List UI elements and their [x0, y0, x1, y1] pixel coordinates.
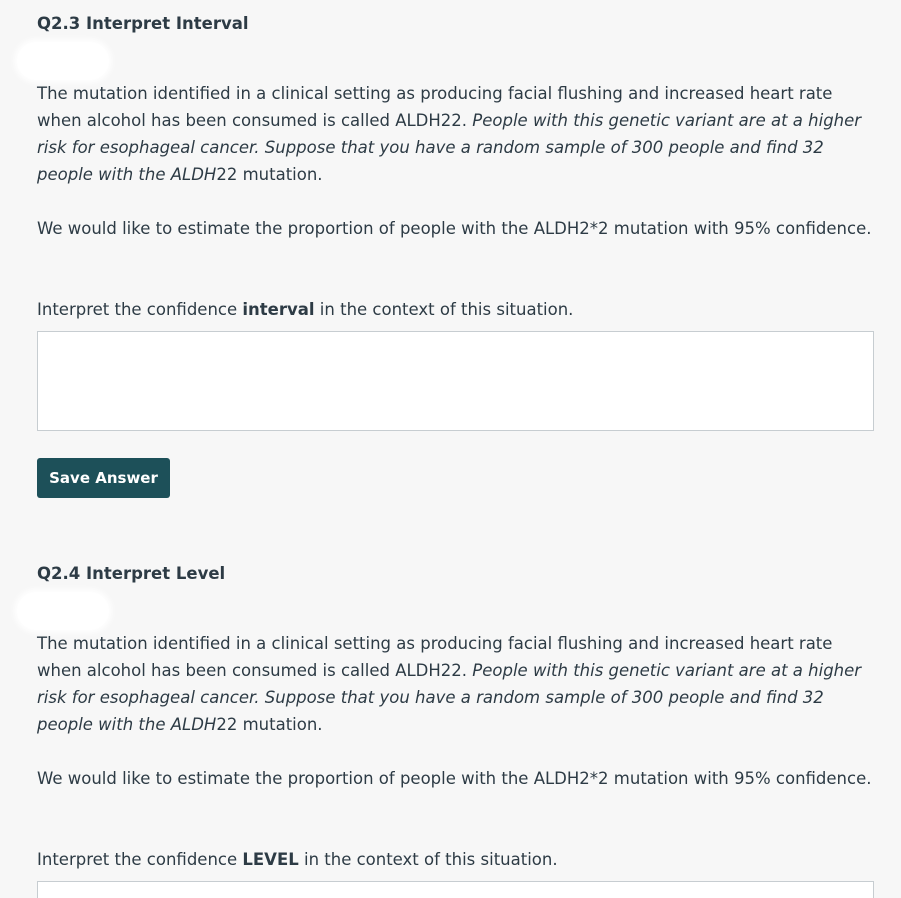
- stem-text-3: mutation.: [237, 165, 323, 184]
- stem-text-2: 22: [216, 715, 238, 734]
- question-title: Q2.3 Interpret Interval: [37, 14, 249, 33]
- stem-italic-text: People with this genetic variant are at a higher risk for esophageal cancer. Suppose that you have a random sample of 300 people and find 32 people with the ALDH: [37, 111, 862, 184]
- question-stem: [37, 630, 877, 738]
- answer-textarea[interactable]: [38, 882, 873, 898]
- question-ask: [37, 846, 877, 873]
- question-prompt: [37, 80, 877, 323]
- question-prompt: [37, 630, 877, 873]
- stem-text: The mutation identified in a clinical setting as producing facial flushing and increased heart rate when alcohol has been consumed is called ALDH22.: [37, 634, 833, 680]
- stem-text-3: mutation.: [237, 715, 323, 734]
- save-answer-button[interactable]: Save Answer: [37, 458, 170, 498]
- stem-italic-text: People with this genetic variant are at a higher risk for esophageal cancer. Suppose that you have a random sample of 300 people and find 32 people with the ALDH: [37, 661, 862, 734]
- question-stem: [37, 80, 877, 188]
- redacted-points-label: [17, 42, 109, 80]
- ask-text: Interpret the confidence: [37, 300, 243, 319]
- ask-keyword: interval: [242, 300, 315, 319]
- answer-textarea[interactable]: [38, 332, 873, 430]
- answer-box: [37, 881, 874, 898]
- question-2-3: [37, 12, 877, 487]
- stem-text-2: 22: [216, 165, 238, 184]
- question-title: Q2.4 Interpret Level: [37, 564, 226, 583]
- ask-text: Interpret the confidence: [37, 850, 243, 869]
- answer-box: [37, 331, 874, 431]
- redacted-points-label: [17, 592, 109, 630]
- ask-text-end: in the context of this situation.: [298, 850, 558, 869]
- ask-keyword: LEVEL: [242, 850, 299, 869]
- question-goal: We would like to estimate the proportion of people with the ALDH2*2 mutation with 95% confidence.: [37, 219, 872, 238]
- question-2-4: [37, 562, 877, 869]
- question-goal: We would like to estimate the proportion of people with the ALDH2*2 mutation with 95% confidence.: [37, 769, 872, 788]
- ask-text-end: in the context of this situation.: [314, 300, 574, 319]
- question-ask: [37, 296, 877, 323]
- stem-text: The mutation identified in a clinical setting as producing facial flushing and increased heart rate when alcohol has been consumed is called ALDH22.: [37, 84, 833, 130]
